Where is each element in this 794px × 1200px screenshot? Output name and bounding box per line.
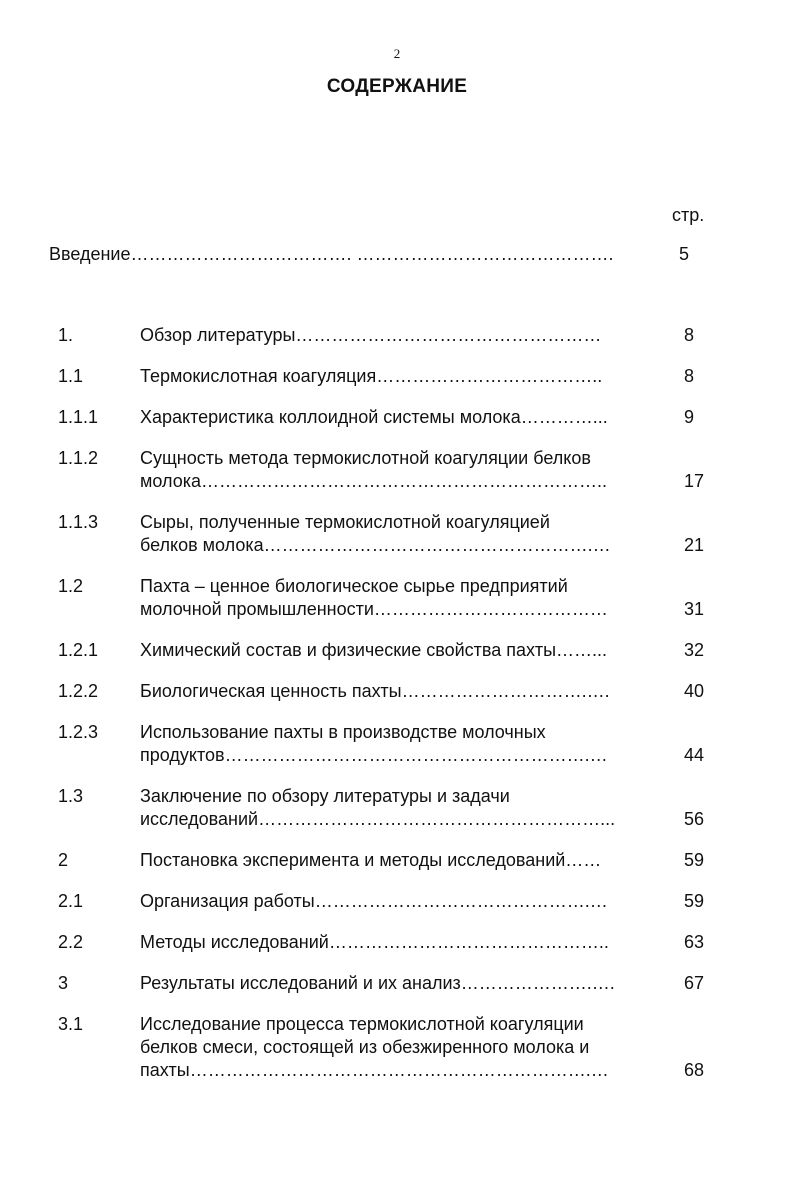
toc-entry-page: 31 (684, 599, 705, 619)
toc-entry-title-line: пахты………………………………………………………….… (140, 1060, 609, 1080)
toc-entry-title-line: Использование пахты в производстве молочных (140, 722, 546, 742)
toc-entry-page: 17 (684, 471, 705, 491)
toc-entry-page: 21 (684, 535, 705, 555)
toc-entry (58, 365, 718, 388)
page-column-label: стр. (672, 205, 705, 225)
toc-entry-title (140, 785, 664, 831)
toc-entry (58, 511, 718, 557)
page-number: 2 (393, 46, 401, 61)
toc-entry-page: 68 (684, 1060, 705, 1080)
toc-entry-page: 59 (684, 891, 705, 911)
toc-entry-title (140, 680, 664, 703)
toc-intro-page: 5 (679, 244, 690, 264)
toc-entry-title (140, 511, 664, 557)
toc-entry (58, 639, 718, 662)
toc-entry (58, 406, 718, 429)
toc-entry-title-line: Заключение по обзору литературы и задачи (140, 786, 510, 806)
toc-entry-title-line: Биологическая ценность пахты………………………….…. (140, 681, 610, 701)
toc-entry-title (140, 447, 664, 493)
toc-entry-title-line: Характеристика коллоидной системы молока…………... (140, 407, 608, 427)
toc-entry-title (140, 324, 664, 347)
toc-entry-title (140, 575, 664, 621)
toc-entry-title-line: Термокислотная коагуляция……………………………….. (140, 366, 603, 386)
toc-entry-page: 59 (684, 850, 705, 870)
toc-entry (58, 721, 718, 767)
page-title: СОДЕРЖАНИЕ (326, 76, 468, 97)
toc-entry-page: 44 (684, 745, 705, 765)
toc-entry-title-line: Сущность метода термокислотной коагуляции белков (140, 448, 591, 468)
toc-entry (58, 447, 718, 493)
toc-entry-title-line: Результаты исследований и их анализ………………….…. (140, 973, 615, 993)
toc-entry (58, 1013, 718, 1082)
toc-entry-title (140, 890, 664, 913)
toc-entry-number: 3 (58, 973, 69, 993)
toc-entry-page: 9 (684, 407, 695, 427)
toc-entry-title-line: исследований…………………………………………………... (140, 809, 616, 829)
toc-entry-number: 1.1.1 (58, 407, 99, 427)
toc-entry-number: 1.2 (58, 576, 84, 596)
toc-entry (58, 849, 718, 872)
toc-entry-title (140, 639, 664, 662)
toc-entry-number: 1. (58, 325, 74, 345)
toc-entry-number: 1.1 (58, 366, 84, 386)
toc-entry-number: 1.3 (58, 786, 84, 806)
toc-entry-title-line: Организация работы……………………………………….… (140, 891, 608, 911)
toc-entry (58, 890, 718, 913)
toc-entry-title-line: Исследование процесса термокислотной коагуляции (140, 1014, 584, 1034)
toc-entry-title-line: белков смеси, состоящей из обезжиренного молока и (140, 1037, 590, 1057)
toc-entry (58, 680, 718, 703)
toc-entry-page: 67 (684, 973, 705, 993)
table-of-contents (58, 324, 718, 1082)
toc-entry-title (140, 1013, 664, 1082)
toc-entry-title (140, 721, 664, 767)
toc-entry-title-line: Сыры, полученные термокислотной коагуляцией (140, 512, 550, 532)
toc-entry-number: 2.2 (58, 932, 84, 952)
toc-entry-number: 2.1 (58, 891, 84, 911)
toc-entry-title-line: Методы исследований……………………………………….. (140, 932, 609, 952)
toc-entry-number: 1.1.2 (58, 448, 99, 468)
toc-entry-title (140, 365, 664, 388)
toc-entry-title (140, 931, 664, 954)
toc-intro-label: Введение………………………………. ……………………………………. (49, 244, 614, 264)
toc-entry (58, 931, 718, 954)
toc-entry-page: 32 (684, 640, 705, 660)
toc-entry-title-line: Химический состав и физические свойства пахты……... (140, 640, 608, 660)
toc-entry-number: 1.2.3 (58, 722, 99, 742)
toc-entry-number: 2 (58, 850, 69, 870)
toc-entry (58, 972, 718, 995)
toc-entry-title-line: Постановка эксперимента и методы исследований…… (140, 850, 602, 870)
toc-entry-title-line: молочной промышленности………………………………… (140, 599, 608, 619)
toc-entry-title-line: продуктов…………………………………………………….… (140, 745, 608, 765)
toc-entry-number: 3.1 (58, 1014, 84, 1034)
toc-entry-title-line: Обзор литературы…………………………………………… (140, 325, 602, 345)
toc-entry-title (140, 972, 664, 995)
toc-entry (58, 785, 718, 831)
toc-entry-number: 1.2.2 (58, 681, 99, 701)
toc-entry-page: 8 (684, 366, 695, 386)
toc-entry-page: 63 (684, 932, 705, 952)
toc-entry-title-line: молока………………………………………………………….. (140, 471, 607, 491)
toc-entry-title-line: белков молока……………………………………………….… (140, 535, 611, 555)
toc-entry-number: 1.1.3 (58, 512, 99, 532)
toc-entry-page: 40 (684, 681, 705, 701)
toc-entry (58, 575, 718, 621)
toc-entry-title (140, 849, 664, 872)
toc-entry-page: 56 (684, 809, 705, 829)
toc-entry-title (140, 406, 664, 429)
toc-entry (58, 324, 718, 347)
toc-entry-number: 1.2.1 (58, 640, 99, 660)
toc-entry-page: 8 (684, 325, 695, 345)
toc-entry-title-line: Пахта – ценное биологическое сырье предприятий (140, 576, 568, 596)
